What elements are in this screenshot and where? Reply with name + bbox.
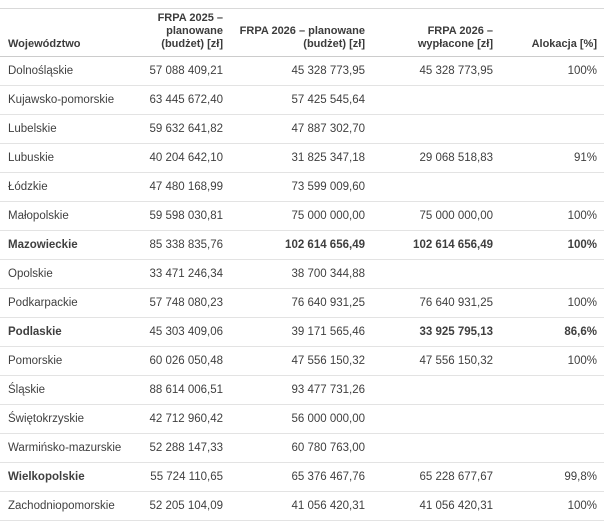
table-row xyxy=(0,202,604,231)
cell-frpa-2025-planned: 60 026 050,48 xyxy=(130,347,230,376)
cell-frpa-2025-planned: 45 303 409,06 xyxy=(130,318,230,347)
cell-allocation xyxy=(500,115,604,144)
cell-frpa-2026-planned: 47 887 302,70 xyxy=(230,115,372,144)
cell-frpa-2025-planned: 63 445 672,40 xyxy=(130,86,230,115)
cell-frpa-2025-planned: 88 614 006,51 xyxy=(130,376,230,405)
cell-voivodeship: Pomorskie xyxy=(0,347,130,376)
cell-frpa-2026-paid: 76 640 931,25 xyxy=(372,289,500,318)
cell-frpa-2025-planned: 33 471 246,34 xyxy=(130,260,230,289)
cell-frpa-2025-planned: 40 204 642,10 xyxy=(130,144,230,173)
cell-frpa-2026-paid: 33 925 795,13 xyxy=(372,318,500,347)
cell-allocation xyxy=(500,405,604,434)
column-header-allocation: Alokacja [%] xyxy=(531,38,597,50)
table-row xyxy=(0,492,604,521)
cell-frpa-2026-paid xyxy=(372,260,500,289)
table-row xyxy=(0,144,604,173)
cell-frpa-2025-planned: 42 712 960,42 xyxy=(130,405,230,434)
cell-frpa-2026-paid xyxy=(372,173,500,202)
cell-frpa-2026-planned: 47 556 150,32 xyxy=(230,347,372,376)
cell-frpa-2025-planned: 57 748 080,23 xyxy=(130,289,230,318)
cell-voivodeship: Dolnośląskie xyxy=(0,57,130,86)
cell-voivodeship: Lubelskie xyxy=(0,115,130,144)
cell-frpa-2026-planned: 39 171 565,46 xyxy=(230,318,372,347)
cell-voivodeship: Lubuskie xyxy=(0,144,130,173)
cell-voivodeship: Śląskie xyxy=(0,376,130,405)
column-header-frpa-2025-planned: FRPA 2025 – planowane (budżet) [zł] xyxy=(157,12,223,50)
cell-frpa-2026-paid: 75 000 000,00 xyxy=(372,202,500,231)
column-header-voivodeship: Województwo xyxy=(8,38,81,50)
cell-voivodeship: Łódzkie xyxy=(0,173,130,202)
cell-frpa-2026-planned: 76 640 931,25 xyxy=(230,289,372,318)
cell-frpa-2026-planned: 60 780 763,00 xyxy=(230,434,372,463)
table-row xyxy=(0,376,604,405)
cell-frpa-2026-planned: 45 328 773,95 xyxy=(230,57,372,86)
cell-allocation: 100% xyxy=(500,231,604,260)
column-header-frpa-2026-planned: FRPA 2026 – planowane (budżet) [zł] xyxy=(239,25,365,50)
cell-frpa-2026-paid: 65 228 677,67 xyxy=(372,463,500,492)
cell-voivodeship: Opolskie xyxy=(0,260,130,289)
cell-frpa-2026-planned: 41 056 420,31 xyxy=(230,492,372,521)
table-header-row xyxy=(0,9,604,57)
cell-voivodeship: Podkarpackie xyxy=(0,289,130,318)
cell-frpa-2025-planned: 55 724 110,65 xyxy=(130,463,230,492)
cell-allocation: 99,8% xyxy=(500,463,604,492)
table-row xyxy=(0,115,604,144)
cell-voivodeship: Mazowieckie xyxy=(0,231,130,260)
cell-voivodeship: Wielkopolskie xyxy=(0,463,130,492)
cell-frpa-2025-planned: 59 598 030,81 xyxy=(130,202,230,231)
column-header-frpa-2026-paid: FRPA 2026 – wypłacone [zł] xyxy=(417,25,493,50)
frpa-allocation-table xyxy=(0,8,604,521)
table-row xyxy=(0,463,604,492)
table-row xyxy=(0,318,604,347)
table-row xyxy=(0,289,604,318)
cell-allocation xyxy=(500,376,604,405)
table-row xyxy=(0,260,604,289)
cell-allocation: 100% xyxy=(500,347,604,376)
table-row xyxy=(0,173,604,202)
table-row xyxy=(0,57,604,86)
cell-frpa-2026-planned: 57 425 545,64 xyxy=(230,86,372,115)
table-row xyxy=(0,434,604,463)
cell-frpa-2026-planned: 65 376 467,76 xyxy=(230,463,372,492)
cell-frpa-2026-planned: 73 599 009,60 xyxy=(230,173,372,202)
cell-frpa-2025-planned: 59 632 641,82 xyxy=(130,115,230,144)
cell-frpa-2026-planned: 31 825 347,18 xyxy=(230,144,372,173)
cell-allocation xyxy=(500,173,604,202)
cell-voivodeship: Podlaskie xyxy=(0,318,130,347)
cell-frpa-2026-paid: 47 556 150,32 xyxy=(372,347,500,376)
cell-voivodeship: Małopolskie xyxy=(0,202,130,231)
cell-frpa-2026-paid xyxy=(372,115,500,144)
cell-allocation: 91% xyxy=(500,144,604,173)
cell-frpa-2026-paid: 45 328 773,95 xyxy=(372,57,500,86)
cell-frpa-2026-paid xyxy=(372,376,500,405)
cell-allocation: 100% xyxy=(500,57,604,86)
cell-allocation: 100% xyxy=(500,289,604,318)
cell-frpa-2025-planned: 57 088 409,21 xyxy=(130,57,230,86)
cell-frpa-2026-paid: 41 056 420,31 xyxy=(372,492,500,521)
cell-voivodeship: Zachodniopomorskie xyxy=(0,492,130,521)
table-row xyxy=(0,231,604,260)
table-row xyxy=(0,405,604,434)
cell-allocation: 100% xyxy=(500,492,604,521)
cell-frpa-2026-planned: 93 477 731,26 xyxy=(230,376,372,405)
cell-frpa-2026-paid: 29 068 518,83 xyxy=(372,144,500,173)
table-row xyxy=(0,347,604,376)
cell-frpa-2026-paid xyxy=(372,86,500,115)
table-body xyxy=(0,57,604,521)
cell-allocation xyxy=(500,434,604,463)
cell-frpa-2026-planned: 56 000 000,00 xyxy=(230,405,372,434)
cell-frpa-2026-paid xyxy=(372,405,500,434)
cell-frpa-2025-planned: 47 480 168,99 xyxy=(130,173,230,202)
cell-allocation: 100% xyxy=(500,202,604,231)
cell-allocation xyxy=(500,260,604,289)
cell-frpa-2026-paid xyxy=(372,434,500,463)
cell-allocation: 86,6% xyxy=(500,318,604,347)
cell-frpa-2025-planned: 52 205 104,09 xyxy=(130,492,230,521)
cell-frpa-2026-planned: 75 000 000,00 xyxy=(230,202,372,231)
cell-frpa-2026-paid: 102 614 656,49 xyxy=(372,231,500,260)
cell-frpa-2026-planned: 38 700 344,88 xyxy=(230,260,372,289)
cell-frpa-2025-planned: 85 338 835,76 xyxy=(130,231,230,260)
cell-frpa-2026-planned: 102 614 656,49 xyxy=(230,231,372,260)
cell-voivodeship: Warmińsko-mazurskie xyxy=(0,434,130,463)
cell-allocation xyxy=(500,86,604,115)
cell-frpa-2025-planned: 52 288 147,33 xyxy=(130,434,230,463)
cell-voivodeship: Kujawsko-pomorskie xyxy=(0,86,130,115)
cell-voivodeship: Świętokrzyskie xyxy=(0,405,130,434)
table-row xyxy=(0,86,604,115)
